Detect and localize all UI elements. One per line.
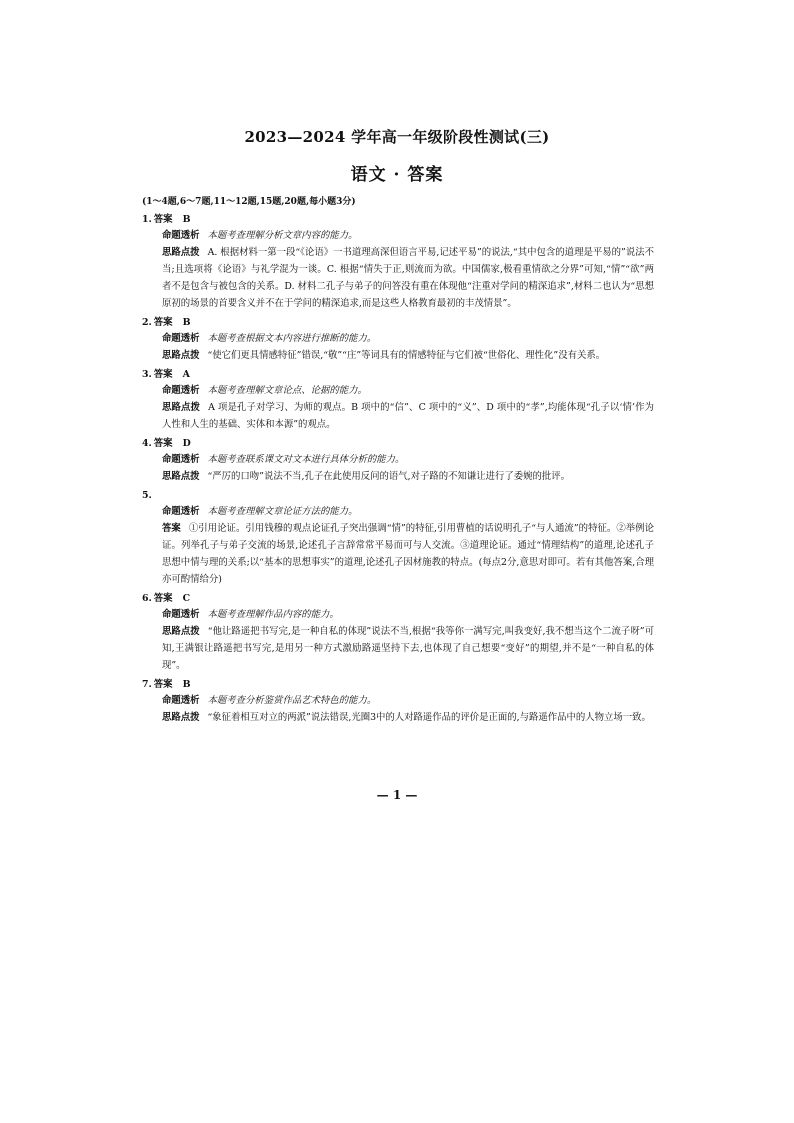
page-subtitle: 语文 · 答案 bbox=[350, 165, 444, 185]
answer-label: 答案 bbox=[153, 593, 173, 604]
analysis-text: 本题考查理解分析文章内容的能力。 bbox=[207, 230, 358, 241]
analysis-label: 命题透析 bbox=[162, 609, 200, 620]
analysis-text: 本题考查分析鉴赏作品艺术特色的能力。 bbox=[207, 695, 377, 706]
hint-line bbox=[142, 347, 654, 364]
page-number: — 1 — bbox=[376, 788, 418, 802]
answer-label: 答案 bbox=[162, 523, 181, 534]
hint-line bbox=[142, 709, 654, 726]
answer-content bbox=[142, 195, 654, 726]
answer-key: D bbox=[182, 438, 191, 449]
hint-text: A. 根据材料一第一段“《论语》一书道理高深但语言平易,记述平易”的说法,“其中包含的道理是平易的”说法不当;且选项将《论语》与礼学混为一谈。C. 根据“情失于正,则流而为欲。中国儒家,极看重情欲之分界”可知,“情”“欲”两者不是包含与被包含的关系。D. 材料二孔子与弟子的问答没有重在体现他“注重对学问的精深追求”,材料二也认为“思想原初的场景的首要含义并不在于学问的精深追求,而是这些人格教育最初的丰茂情景”。 bbox=[162, 247, 654, 309]
analysis-line bbox=[142, 606, 654, 623]
hint-label: 思路点拨 bbox=[162, 471, 200, 482]
analysis-label: 命题透析 bbox=[162, 333, 200, 344]
question-header bbox=[142, 315, 654, 330]
answer-label: 答案 bbox=[153, 214, 173, 225]
question-header bbox=[142, 367, 654, 382]
analysis-label: 命题透析 bbox=[162, 230, 200, 241]
analysis-text: 本题考查联系课文对文本进行具体分析的能力。 bbox=[207, 454, 405, 465]
question-4 bbox=[142, 436, 654, 485]
page-title: 2023—2024 学年高一年级阶段性测试(三) bbox=[244, 128, 550, 146]
analysis-label: 命题透析 bbox=[162, 385, 200, 396]
question-number: 6. bbox=[142, 593, 152, 604]
question-number: 7. bbox=[142, 679, 152, 690]
question-header bbox=[142, 591, 654, 606]
answer-label: 答案 bbox=[153, 369, 173, 380]
question-5 bbox=[142, 488, 654, 588]
answer-label: 答案 bbox=[153, 679, 173, 690]
answer-key: A bbox=[182, 369, 190, 380]
scoring-note: (1～4题,6～7题,11～12题,15题,20题,每小题3分) bbox=[142, 197, 356, 207]
hint-line bbox=[142, 623, 654, 674]
hint-text: “他让路遥把书写完,是一种自私的体现”说法不当,根据“我等你一满写完,叫我变好,我不想当这个二流子呀”可知,王满银让路遥把书写完,是用另一种方式激励路遥坚持下去,也体现了自己想要“变好”的期望,并不是“一种自私的体现”。 bbox=[162, 626, 654, 671]
question-2 bbox=[142, 315, 654, 364]
question-header bbox=[142, 677, 654, 692]
question-header bbox=[142, 488, 654, 503]
answer-key: B bbox=[182, 214, 191, 225]
hint-label: 思路点拨 bbox=[162, 626, 200, 637]
hint-label: 思路点拨 bbox=[162, 350, 200, 361]
answer-label: 答案 bbox=[153, 317, 173, 328]
hint-line bbox=[142, 399, 654, 433]
analysis-line bbox=[142, 227, 654, 244]
analysis-line bbox=[142, 382, 654, 399]
analysis-text: 本题考查根据文本内容进行推断的能力。 bbox=[207, 333, 377, 344]
hint-line bbox=[142, 244, 654, 312]
answer-key: B bbox=[182, 317, 191, 328]
analysis-line bbox=[142, 330, 654, 347]
answer-key: C bbox=[182, 593, 191, 604]
answer-text: ①引用论证。引用钱穆的观点论证孔子突出强调“情”的特征,引用曹植的话说明孔子“与人通流”的特征。②举例论证。列举孔子与弟子交流的场景,论述孔子言辞常常平易而可与人交流。③道理论证。通过“情理结构”的道理,论述孔子思想中情与理的关系;以“基本的思想事实”的道理,论述孔子因材施教的特点。(每点2分,意思对即可。若有其他答案,合理亦可酌情给分) bbox=[162, 523, 654, 585]
analysis-text: 本题考查理解作品内容的能力。 bbox=[207, 609, 339, 620]
hint-text: “严厉的口吻”说法不当,孔子在此使用反问的语气,对子路的不知谦让进行了委婉的批评。 bbox=[207, 471, 570, 482]
hint-text: “使它们更具情感特征”错误,“敬”“庄”等词具有的情感特征与它们被“世俗化、理性化”没有关系。 bbox=[207, 350, 606, 361]
question-header bbox=[142, 436, 654, 451]
question-number: 4. bbox=[142, 438, 152, 449]
hint-line bbox=[142, 468, 654, 485]
analysis-label: 命题透析 bbox=[162, 506, 200, 517]
question-number: 2. bbox=[142, 317, 152, 328]
question-6 bbox=[142, 591, 654, 674]
analysis-text: 本题考查理解文章论点、论据的能力。 bbox=[207, 385, 367, 396]
analysis-line bbox=[142, 692, 654, 709]
question-header bbox=[142, 212, 654, 227]
question-number: 1. bbox=[142, 214, 152, 225]
analysis-text: 本题考查理解文章论证方法的能力。 bbox=[207, 506, 358, 517]
analysis-label: 命题透析 bbox=[162, 454, 200, 465]
question-3 bbox=[142, 367, 654, 433]
analysis-line bbox=[142, 451, 654, 468]
analysis-line bbox=[142, 503, 654, 520]
hint-text: A 项是孔子对学习、为师的观点。B 项中的“信”、C 项中的“义”、D 项中的“孝”,均能体现“孔子以‘情’作为人性和人生的基础、实体和本源”的观点。 bbox=[162, 402, 654, 430]
question-7 bbox=[142, 677, 654, 726]
analysis-label: 命题透析 bbox=[162, 695, 200, 706]
hint-text: “象征着相互对立的两派”说法错误,光圈3中的人对路遥作品的评价是正面的,与路遥作品中的人物立场一致。 bbox=[207, 712, 651, 723]
answer-line bbox=[142, 520, 654, 588]
hint-label: 思路点拨 bbox=[162, 402, 201, 413]
question-number: 3. bbox=[142, 369, 152, 380]
hint-label: 思路点拨 bbox=[162, 247, 200, 258]
answer-key: B bbox=[182, 679, 191, 690]
question-1 bbox=[142, 212, 654, 312]
answer-label: 答案 bbox=[153, 438, 173, 449]
hint-label: 思路点拨 bbox=[162, 712, 200, 723]
question-number: 5. bbox=[142, 490, 152, 501]
